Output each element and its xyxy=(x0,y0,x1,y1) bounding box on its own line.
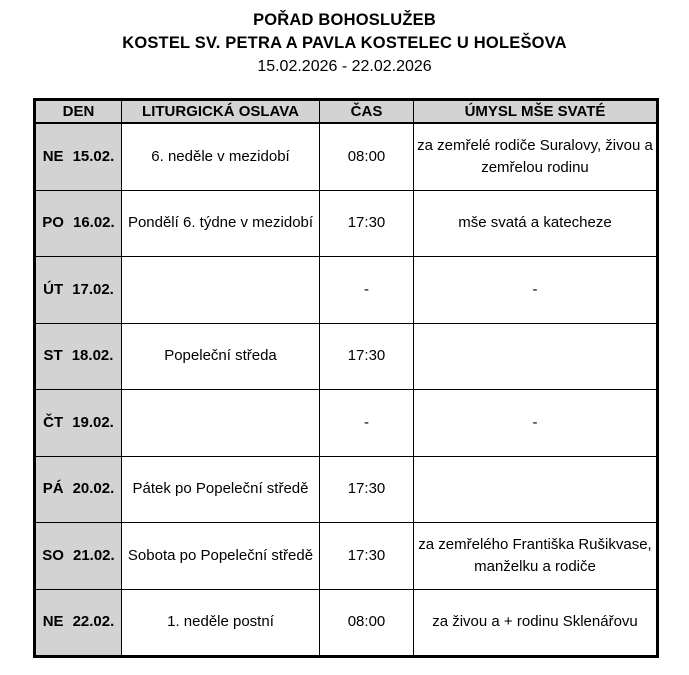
table-row xyxy=(35,190,658,257)
day-cell xyxy=(35,589,122,657)
day-abbreviation: SO xyxy=(42,546,64,564)
day-cell xyxy=(35,323,122,390)
celebration-cell: 1. neděle postní xyxy=(122,589,320,657)
intention-cell: za zemřelé rodiče Suralovy, živou a zemřelou rodinu xyxy=(414,123,658,190)
time-cell: - xyxy=(320,390,414,457)
document-header xyxy=(0,0,689,78)
time-cell: 17:30 xyxy=(320,456,414,523)
celebration-cell xyxy=(122,257,320,324)
table-body xyxy=(35,123,658,657)
church-name: KOSTEL SV. PETRA A PAVLA KOSTELEC U HOLEŠOVA xyxy=(122,34,567,52)
intention-cell: za živou a + rodinu Sklenářovu xyxy=(414,589,658,657)
day-cell xyxy=(35,123,122,190)
intention-cell: - xyxy=(414,257,658,324)
time-cell: 17:30 xyxy=(320,190,414,257)
table-row xyxy=(35,257,658,324)
celebration-cell: Popeleční středa xyxy=(122,323,320,390)
table-row xyxy=(35,523,658,590)
celebration-cell: 6. neděle v mezidobí xyxy=(122,123,320,190)
table-row xyxy=(35,323,658,390)
day-date: 15.02. xyxy=(72,147,115,165)
day-cell xyxy=(35,523,122,590)
day-date: 22.02. xyxy=(72,613,115,631)
day-cell xyxy=(35,257,122,324)
day-abbreviation: PO xyxy=(42,214,64,232)
day-abbreviation: ST xyxy=(43,347,63,365)
time-cell: 17:30 xyxy=(320,323,414,390)
day-date: 21.02. xyxy=(72,546,115,564)
table-row xyxy=(35,589,658,657)
table-row xyxy=(35,456,658,523)
intention-cell: mše svatá a katecheze xyxy=(414,190,658,257)
intention-cell: - xyxy=(414,390,658,457)
day-abbreviation: ÚT xyxy=(43,280,64,298)
day-abbreviation: NE xyxy=(42,147,64,165)
table-header xyxy=(35,100,658,124)
celebration-cell: Pondělí 6. týdne v mezidobí xyxy=(122,190,320,257)
intention-cell: za zemřelého Františka Rušikvase, manželku a rodiče xyxy=(414,523,658,590)
celebration-cell xyxy=(122,390,320,457)
day-date: 19.02. xyxy=(72,413,114,431)
intention-cell xyxy=(414,456,658,523)
day-abbreviation: ČT xyxy=(43,413,64,431)
time-cell: - xyxy=(320,257,414,324)
time-cell: 08:00 xyxy=(320,123,414,190)
day-cell xyxy=(35,456,122,523)
page-title: POŘAD BOHOSLUŽEB xyxy=(253,11,436,29)
time-cell: 08:00 xyxy=(320,589,414,657)
table-row xyxy=(35,390,658,457)
day-abbreviation: NE xyxy=(42,613,64,631)
day-cell xyxy=(35,190,122,257)
intention-cell xyxy=(414,323,658,390)
day-date: 16.02. xyxy=(72,214,115,232)
header-row xyxy=(35,100,658,124)
day-date: 18.02. xyxy=(71,347,114,365)
day-cell xyxy=(35,390,122,457)
date-range: 15.02.2026 - 22.02.2026 xyxy=(257,58,432,75)
table-row xyxy=(35,123,658,190)
column-header-celebration: LITURGICKÁ OSLAVA xyxy=(122,100,320,124)
column-header-day: DEN xyxy=(35,100,122,124)
day-date: 17.02. xyxy=(72,280,114,298)
column-header-intention: ÚMYSL MŠE SVATÉ xyxy=(414,100,658,124)
day-abbreviation: PÁ xyxy=(42,480,64,498)
celebration-cell: Sobota po Popeleční středě xyxy=(122,523,320,590)
day-date: 20.02. xyxy=(72,480,115,498)
schedule-table xyxy=(33,98,659,658)
time-cell: 17:30 xyxy=(320,523,414,590)
column-header-time: ČAS xyxy=(320,100,414,124)
celebration-cell: Pátek po Popeleční středě xyxy=(122,456,320,523)
